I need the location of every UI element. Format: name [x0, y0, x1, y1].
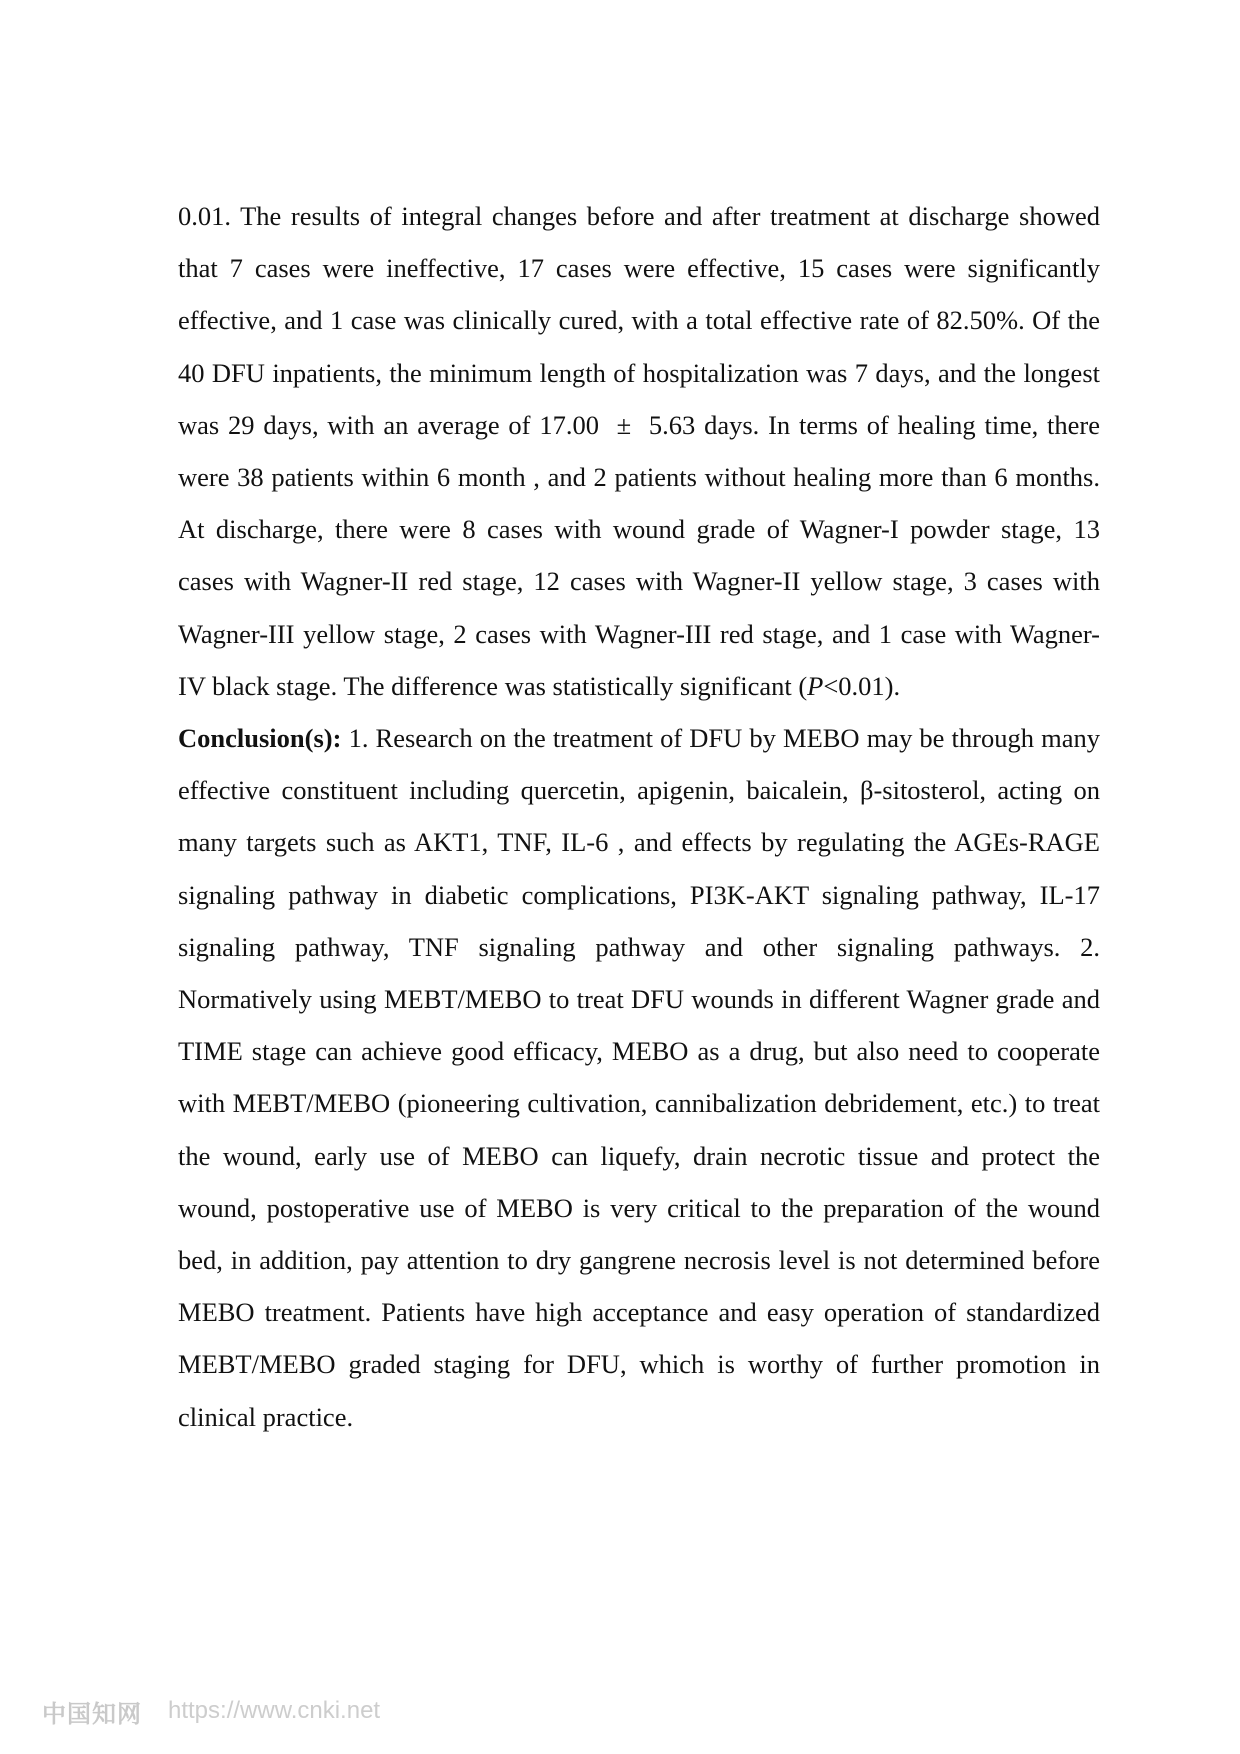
abstract-body: [178, 190, 1100, 1443]
conclusion-heading: Conclusion(s):: [178, 723, 342, 754]
cnki-logo: 中国知网: [42, 1700, 142, 1728]
p-value-symbol: P: [807, 670, 824, 701]
p-value-tail: <0.01).: [823, 670, 901, 701]
results-paragraph: [178, 190, 1100, 712]
results-text: 0.01. The results of integral changes before and after treatment at discharge showed that 7 cases were ineffective, 17 cases were effective, 15 cases were significantly effective, and 1 case was clinically cured, with a total effective rate of 82.50%. Of the 40 DFU inpatients, the minimum length of hospitalization was 7 days, and the longest was 29 days, with an average of 17.00 ± 5.63 days. In terms of healing time, there were 38 patients within 6 month , and 2 patients without healing more than 6 months. At discharge, there were 8 cases with wound grade of Wagner-I powder stage, 13 cases with Wagner-II red stage, 12 cases with Wagner-II yellow stage, 3 cases with Wagner-III yellow stage, 2 cases with Wagner-III red stage, and 1 case with Wagner-IV black stage. The difference was statistically significant (: [178, 201, 1100, 701]
conclusion-paragraph: [178, 712, 1100, 1443]
footer-watermark: [42, 1694, 380, 1728]
footer-url-link[interactable]: https://www.cnki.net: [168, 1697, 381, 1724]
conclusion-text: 1. Research on the treatment of DFU by MEBO may be through many effective constituent including quercetin, apigenin, baicalein, β-sitosterol, acting on many targets such as AKT1, TNF, IL-6 , and effects by regulating the AGEs-RAGE signaling pathway in diabetic complications, PI3K-AKT signaling pathway, IL-17 signaling pathway, TNF signaling pathway and other signaling pathways. 2. Normatively using MEBT/MEBO to treat DFU wounds in different Wagner grade and TIME stage can achieve good efficacy, MEBO as a drug, but also need to cooperate with MEBT/MEBO (pioneering cultivation, cannibalization debridement, etc.) to treat the wound, early use of MEBO can liquefy, drain necrotic tissue and protect the wound, postoperative use of MEBO is very critical to the preparation of the wound bed, in addition, pay attention to dry gangrene necrosis level is not determined before MEBO treatment. Patients have high acceptance and easy operation of standardized MEBT/MEBO graded staging for DFU, which is worthy of further promotion in clinical practice.: [178, 723, 1100, 1432]
